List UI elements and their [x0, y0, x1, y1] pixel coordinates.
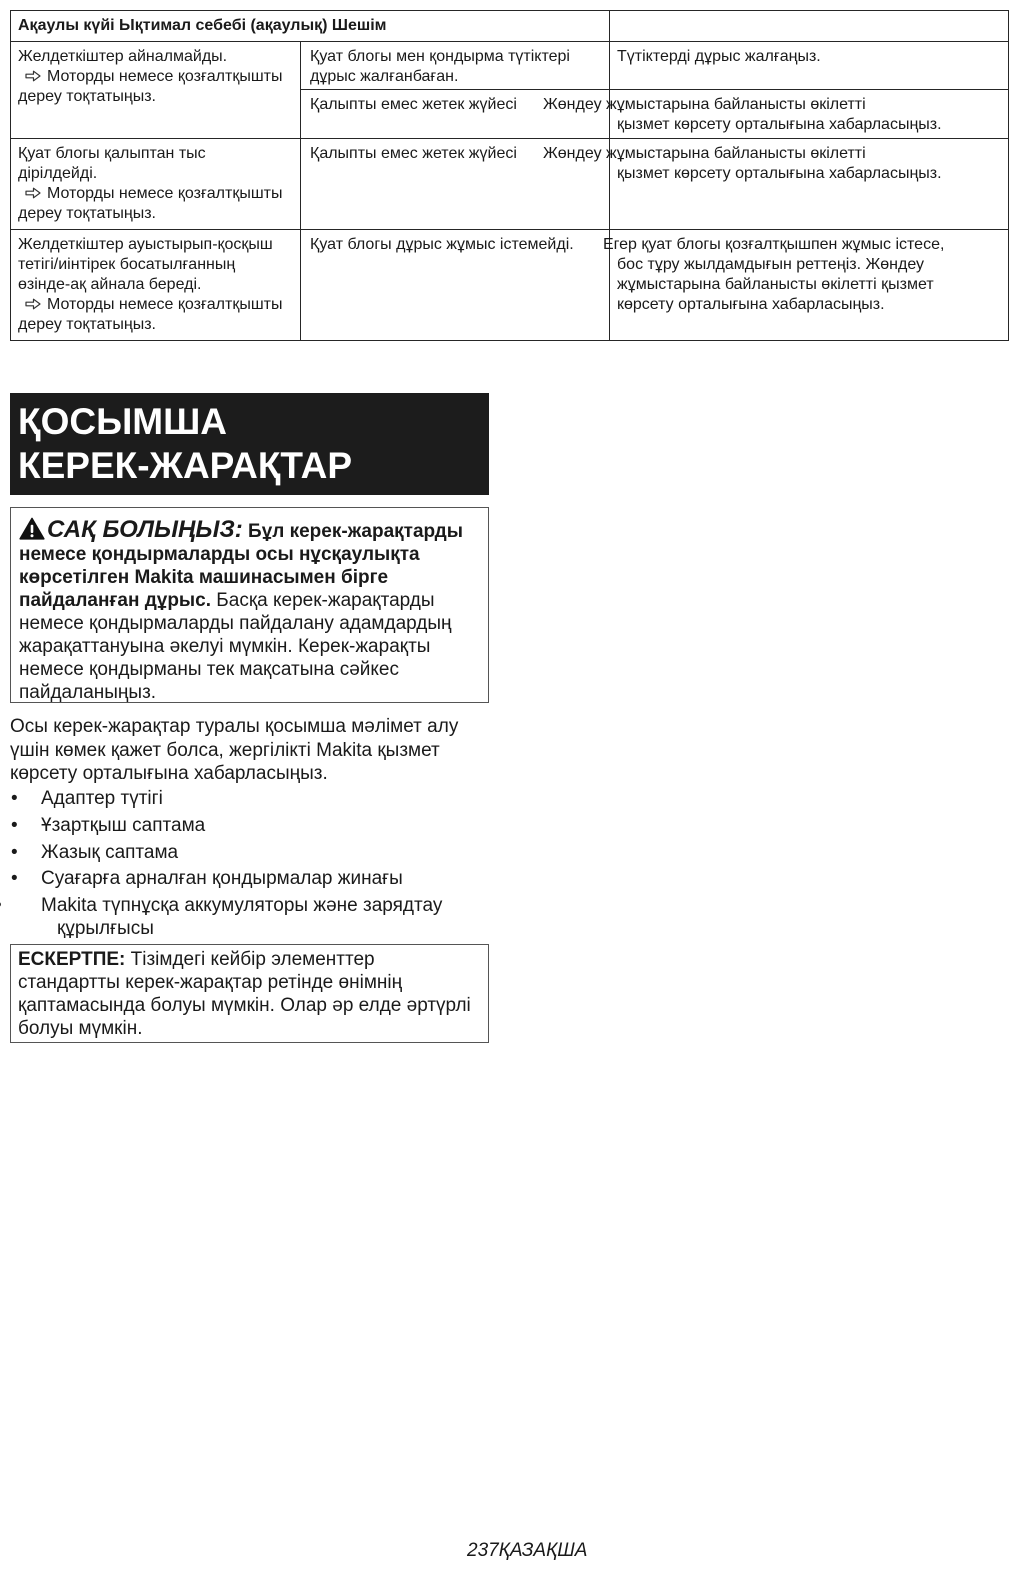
cause-text: Қалыпты емес жетек жүйесі	[310, 145, 517, 162]
section-heading: ҚОСЫМША КЕРЕК-ЖАРАҚТАР	[10, 393, 489, 495]
arrow-right-icon	[25, 187, 41, 199]
action-line	[18, 184, 300, 224]
table-cell-remedy	[543, 89, 1009, 139]
cause-text: Қуат блогы мен қондырма түтіктері дұрыс жалғанбаған.	[310, 48, 570, 85]
language-label: ҚАЗАҚША	[498, 1540, 588, 1561]
list-item: • Ұзартқыш саптама	[10, 814, 442, 837]
arrow-right-icon	[25, 298, 41, 310]
caution-label: САҚ БОЛЫҢЫЗ:	[47, 516, 243, 543]
cause-text: Қуат блогы дұрыс жұмыс істемейді.	[310, 236, 574, 253]
note-text: Тізімдегі кейбір элементтер стандартты керек-жарақтар ретінде өнімнің қаптамасында болуы мүмкін. Олар әр елде әртүрлі болуы мүмкін.	[18, 949, 471, 1039]
action-text: Моторды немесе қозғалтқышты дереу тоқтатыңыз.	[18, 68, 283, 105]
action-text: Моторды немесе қозғалтқышты дереу тоқтатыңыз.	[18, 296, 283, 333]
note-label: ЕСКЕРТПЕ:	[18, 949, 126, 970]
symptom-text: Қуат блогы қалыптан тыс дірілдейді.	[18, 145, 206, 182]
list-item: • Жазық саптама	[10, 841, 442, 864]
table-cell-cause	[300, 229, 610, 341]
caution-text: Басқа керек-жарақтарды немесе қондырмаларды пайдалану адамдардың жарақаттануына әкелуі мүмкін. Керек-жарақты немесе қондырманы тек мақсатына сәйкес пайдаланыңыз.	[19, 590, 452, 703]
caution-box	[10, 507, 489, 703]
action-text: Моторды немесе қозғалтқышты дереу тоқтатыңыз.	[18, 185, 283, 222]
cause-text: Қалыпты емес жетек жүйесі	[310, 96, 517, 113]
warning-triangle-icon	[19, 517, 45, 540]
accessories-list	[10, 787, 442, 944]
remedy-text: Жөндеу жұмыстарына байланысты өкілетті қызмет көрсету орталығына хабарласыңыз.	[543, 145, 942, 182]
remedy-text: Түтіктерді дұрыс жалғаңыз.	[617, 48, 821, 65]
page-number: 237	[467, 1540, 499, 1561]
table-header-cell	[10, 10, 610, 42]
action-line	[18, 295, 300, 335]
table-cell-cause	[300, 41, 610, 90]
caution-bold-text: Бұл керек-жарақтарды немесе қондырмаларды осы нұсқаулықта көрсетілген Makita машинасымен бірге пайдаланған дұрыс.	[19, 521, 463, 611]
table-cell-symptom	[10, 41, 301, 139]
page-footer	[467, 1540, 587, 1562]
arrow-right-icon	[25, 70, 41, 82]
remedy-text: Егер қуат блогы қозғалтқышпен жұмыс істесе, бос тұру жылдамдығын реттеңіз. Жөндеу жұмыстарына байланысты өкілетті қызмет көрсету орталығына хабарласыңыз.	[603, 236, 945, 313]
table-cell-remedy	[603, 229, 1009, 341]
action-line	[18, 67, 300, 107]
symptom-text: Желдеткіштер ауыстырып-қосқыш тетігі/иінтірек босатылғанның өзінде-ақ айнала береді.	[18, 236, 273, 293]
table-cell-symptom	[10, 229, 301, 341]
accessories-intro: Осы керек-жарақтар туралы қосымша мәлімет алу үшін көмек қажет болса, жергілікті Makita қызмет көрсету орталығына хабарласыңыз.	[10, 716, 459, 784]
symptom-text: Желдеткіштер айналмайды.	[18, 48, 228, 65]
table-cell-remedy	[543, 138, 1009, 230]
note-box	[10, 944, 489, 1043]
list-item: • Makita түпнұсқа аккумуляторы және зарядтау құрылғысы	[10, 894, 442, 940]
list-item: • Адаптер түтігі	[10, 787, 442, 810]
table-cell-remedy	[609, 41, 1009, 90]
table-header-cell-empty	[609, 10, 1009, 42]
table-header-text: Ақаулы күйі Ықтимал себебі (ақаулық) Шешім	[18, 17, 387, 34]
list-item: • Суағарға арналған қондырмалар жинағы	[10, 867, 442, 890]
remedy-text: Жөндеу жұмыстарына байланысты өкілетті қызмет көрсету орталығына хабарласыңыз.	[543, 96, 942, 133]
table-cell-symptom	[10, 138, 301, 230]
